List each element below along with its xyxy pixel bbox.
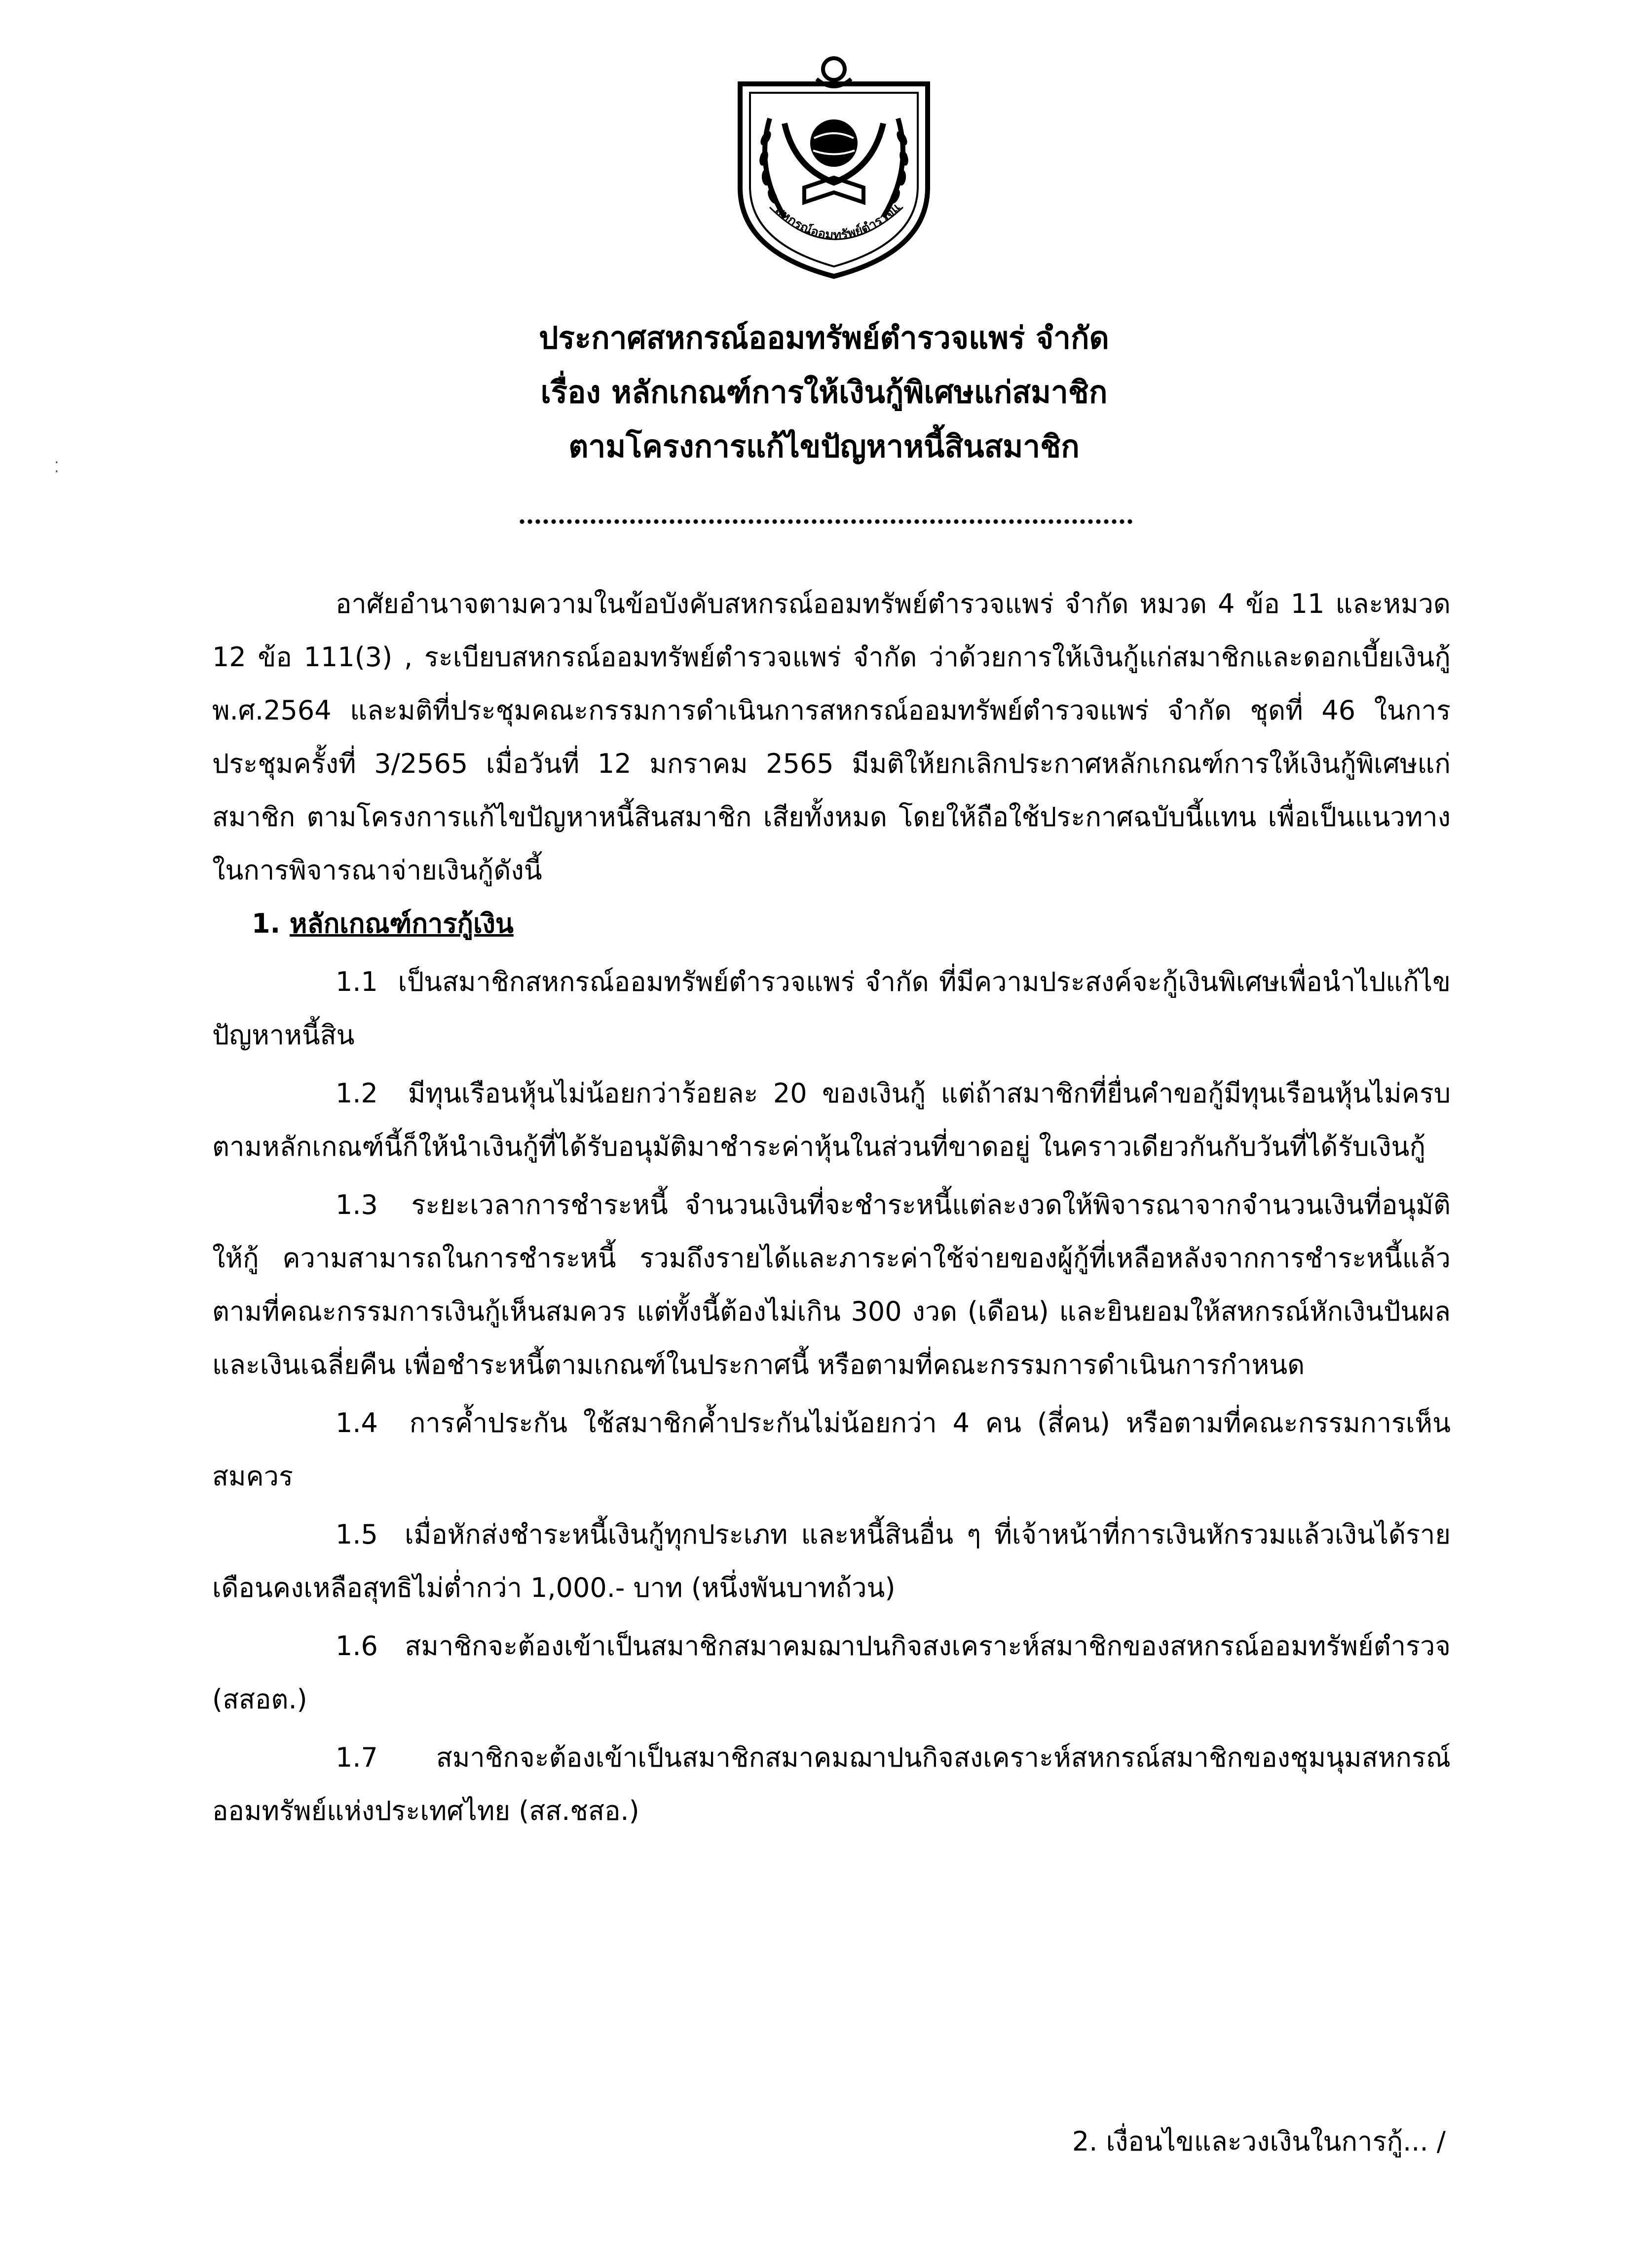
item-number: 1.3 (336, 1189, 378, 1220)
item-text: ระยะเวลาการชำระหนี้ จำนวนเงินที่จะชำระหนี้แต่ละงวดให้พิจารณาจากจำนวนเงินที่อนุมัติให้กู้ ความสามารถในการชำระหนี้ รวมถึงรายได้และภาระค่าใช้จ่ายของผู้กู้ที่เหลือหลังจากการชำระหนี้แล้ว ตามที่คณะกรรมการเงินกู้เห็นสมควร แต่ทั้งนี้ต้องไม่เกิน 300 งวด (เดือน) และยินยอมให้สหกรณ์หักเงินปันผลและเงินเฉลี่ยคืน เพื่อชำระหนี้ตามเกณฑ์ในประกาศนี้ หรือตามที่คณะกรรมการดำเนินการกำหนด (212, 1189, 1451, 1380)
section-1-heading (212, 897, 1451, 950)
item-number: 1.7 (336, 1742, 378, 1773)
list-item (212, 1397, 1451, 1503)
list-item (212, 1508, 1451, 1615)
item-number: 1.5 (336, 1519, 378, 1550)
document-body (212, 577, 1451, 1838)
announcement-title: ประกาศสหกรณ์ออมทรัพย์ตำรวจแพร่ จำกัด (539, 320, 1109, 356)
section-1-number: 1. (252, 908, 281, 939)
list-item (212, 1620, 1451, 1726)
item-text: เมื่อหักส่งชำระหนี้เงินกู้ทุกประเภท และหนี้สินอื่น ๆ ที่เจ้าหน้าที่การเงินหักรวมแล้วเงินได้รายเดือนคงเหลือสุทธิไม่ต่ำกว่า 1,000.- บาท (หนึ่งพันบาทถ้วน) (212, 1519, 1451, 1603)
item-text: การค้ำประกัน ใช้สมาชิกค้ำประกันไม่น้อยกว่า 4 คน (สี่คน) หรือตามที่คณะกรรมการเห็นสมควร (212, 1407, 1451, 1492)
emblem-svg (711, 39, 957, 286)
organization-logo (711, 39, 957, 286)
scan-artifact-mark: ⁚ (54, 459, 59, 476)
item-number: 1.1 (336, 966, 378, 997)
section-1-title: หลักเกณฑ์การกู้เงิน (289, 908, 514, 939)
dotted-separator (518, 518, 1135, 525)
item-number: 1.6 (336, 1630, 378, 1662)
announcement-subject: เรื่อง หลักเกณฑ์การให้เงินกู้พิเศษแก่สมาชิก (540, 374, 1108, 410)
continuation-note: 2. เงื่อนไขและวงเงินในการกู้... / (1072, 2126, 1446, 2157)
item-text: สมาชิกจะต้องเข้าเป็นสมาชิกสมาคมฌาปนกิจสงเคราะห์สหกรณ์สมาชิกของชุมนุมสหกรณ์ออมทรัพย์แห่งประเทศไทย (สส.ชสอ.) (212, 1742, 1451, 1826)
item-number: 1.4 (336, 1407, 378, 1438)
list-item (212, 955, 1451, 1062)
item-text: มีทุนเรือนหุ้นไม่น้อยกว่าร้อยละ 20 ของเงินกู้ แต่ถ้าสมาชิกที่ยื่นคำขอกู้มีทุนเรือนหุ้นไม่ครบตามหลักเกณฑ์นี้ก็ให้นำเงินกู้ที่ได้รับอนุมัติมาชำระค่าหุ้นในส่วนที่ขาดอยู่ ในคราวเดียวกันกับวันที่ได้รับเงินกู้ (212, 1078, 1451, 1162)
list-item (212, 1731, 1451, 1838)
list-item (212, 1067, 1451, 1173)
item-text: เป็นสมาชิกสหกรณ์ออมทรัพย์ตำรวจแพร่ จำกัด ที่มีความประสงค์จะกู้เงินพิเศษเพื่อนำไปแก้ไขปัญหาหนี้สิน (212, 966, 1451, 1051)
emblem-ring-text: สหกรณ์ออมทรัพย์ตำรวจแ (772, 200, 904, 243)
item-number: 1.2 (336, 1078, 378, 1109)
item-text: สมาชิกจะต้องเข้าเป็นสมาชิกสมาคมฌาปนกิจสงเคราะห์สมาชิกของสหกรณ์ออมทรัพย์ตำรวจ (สสอต.) (212, 1630, 1451, 1715)
intro-paragraph: อาศัยอำนาจตามความในข้อบังคับสหกรณ์ออมทรัพย์ตำรวจแพร่ จำกัด หมวด 4 ข้อ 11 และหมวด 12 ข้อ 111(3) , ระเบียบสหกรณ์ออมทรัพย์ตำรวจแพร่ จำกัด ว่าด้วยการให้เงินกู้แก่สมาชิกและดอกเบี้ยเงินกู้ พ.ศ.2564 และมติที่ประชุมคณะกรรมการดำเนินการสหกรณ์ออมทรัพย์ตำรวจแพร่ จำกัด ชุดที่ 46 ในการประชุมครั้งที่ 3/2565 เมื่อวันที่ 12 มกราคม 2565 มีมติให้ยกเลิกประกาศหลักเกณฑ์การให้เงินกู้พิเศษแก่สมาชิก ตามโครงการแก้ไขปัญหาหนี้สินสมาชิก เสียทั้งหมด โดยให้ถือใช้ประกาศฉบับนี้แทน เพื่อเป็นแนวทางในการพิจารณาจ่ายเงินกู้ดังนี้ (212, 588, 1451, 886)
announcement-title-block (0, 311, 1648, 474)
announcement-project: ตามโครงการแก้ไขปัญหาหนี้สินสมาชิก (568, 428, 1080, 464)
list-item (212, 1178, 1451, 1392)
